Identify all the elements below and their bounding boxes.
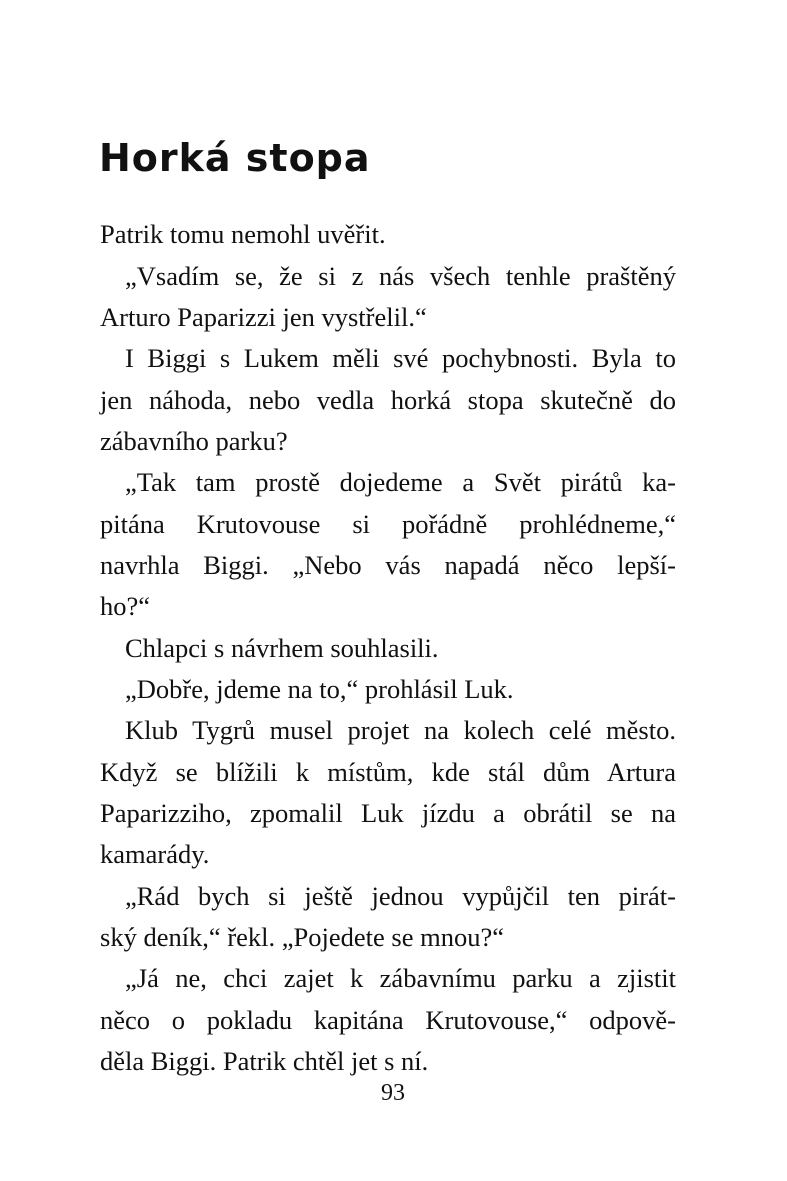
- text-line: Chlapci s návrhem souhlasili.: [125, 633, 439, 663]
- chapter-title: Horká stopa: [99, 136, 371, 180]
- text-line: Když se blížili k místům, kde stál dům Artura: [100, 757, 676, 787]
- text-line: Arturo Paparizzi jen vystřelil.“: [100, 302, 427, 332]
- text-line: ský deník,“ řekl. „Pojedete se mnou?“: [100, 922, 504, 952]
- text-line: kamarády.: [100, 839, 210, 869]
- text-line: „Já ne, chci zajet k zábavnímu parku a zjistit: [125, 963, 676, 993]
- text-line: „Dobře, jdeme na to,“ prohlásil Luk.: [125, 674, 514, 704]
- page-number: 93: [381, 1080, 405, 1106]
- text-line: pitána Krutovouse si pořádně prohlédneme,“: [100, 509, 676, 539]
- text-line: Patrik tomu nemohl uvěřit.: [100, 219, 386, 249]
- text-line: navrhla Biggi. „Nebo vás napadá něco lepší-: [100, 550, 676, 580]
- text-line: „Rád bych si ještě jednou vypůjčil ten pirát-: [125, 881, 676, 911]
- text-line: děla Biggi. Patrik chtěl jet s ní.: [100, 1046, 429, 1076]
- text-line: jen náhoda, nebo vedla horká stopa skutečně do: [100, 385, 676, 415]
- text-line: „Tak tam prostě dojedeme a Svět pirátů ka-: [125, 467, 676, 497]
- text-line: něco o pokladu kapitána Krutovouse,“ odpově-: [100, 1005, 676, 1035]
- text-line: Klub Tygrů musel projet na kolech celé město.: [125, 715, 676, 745]
- text-line: „Vsadím se, že si z nás všech tenhle praštěný: [125, 261, 676, 291]
- text-line: ho?“: [100, 591, 151, 621]
- text-line: Paparizziho, zpomalil Luk jízdu a obrátil se na: [100, 798, 676, 828]
- text-line: I Biggi s Lukem měli své pochybnosti. Byla to: [125, 343, 676, 373]
- text-line: zábavního parku?: [100, 426, 288, 456]
